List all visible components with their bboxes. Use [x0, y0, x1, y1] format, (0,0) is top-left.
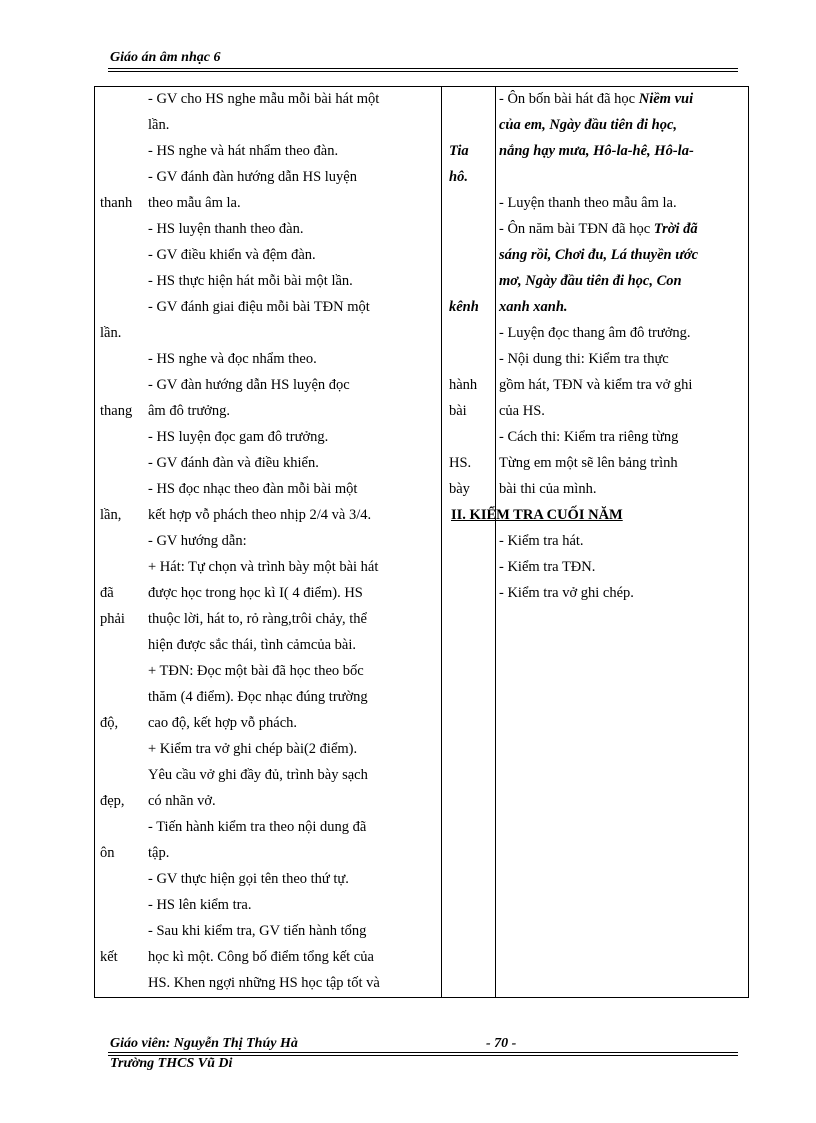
- left-margin-label: lần,: [100, 507, 122, 523]
- text-line: Từng em một sẽ lên bảng trình: [499, 455, 678, 471]
- text-line: - Sau khi kiểm tra, GV tiến hành tổng: [148, 923, 367, 939]
- text-line: - GV đánh đàn và điều khiển.: [148, 455, 319, 471]
- text-line: - Luyện thanh theo mẫu âm la.: [499, 195, 677, 211]
- text-line: - GV cho HS nghe mẫu mỗi bài hát một: [148, 91, 380, 107]
- right-margin-label: bài: [449, 403, 467, 419]
- left-margin-label: thang: [100, 403, 133, 419]
- text-line: thăm (4 điểm). Đọc nhạc đúng trường: [148, 689, 368, 705]
- footer-teacher: Giáo viên: Nguyễn Thị Thúy Hà: [110, 1036, 298, 1051]
- text-line: - HS đọc nhạc theo đàn mỗi bài một: [148, 481, 358, 497]
- text-line: - Kiểm tra hát.: [499, 533, 584, 549]
- page-number: - 70 -: [486, 1036, 517, 1051]
- text-line: học kì một. Công bố điểm tổng kết của: [148, 949, 374, 965]
- text-line: + Hát: Tự chọn và trình bày một bài hát: [148, 559, 379, 575]
- right-margin-label: hô.: [449, 169, 468, 185]
- right-margin-label: bày: [449, 481, 470, 497]
- text-line: - HS nghe và đọc nhẩm theo.: [148, 351, 317, 367]
- text-line: sáng rồi, Chơi đu, Lá thuyền ước: [499, 247, 699, 263]
- left-margin-label: lần.: [100, 325, 122, 341]
- right-column: [443, 86, 747, 996]
- text-line: - GV thực hiện gọi tên theo thứ tự.: [148, 871, 349, 887]
- text-line: của HS.: [499, 403, 545, 419]
- text-line: - Tiến hành kiểm tra theo nội dung đã: [148, 819, 367, 835]
- right-margin-label: HS.: [449, 455, 472, 471]
- text-line: thuộc lời, hát to, rỏ ràng,trôi chảy, thể: [148, 611, 367, 627]
- left-margin-label: đẹp,: [100, 793, 125, 809]
- table-column-divider-1: [441, 86, 442, 998]
- text-line: xanh xanh.: [499, 299, 568, 315]
- text-line: cao độ, kết hợp vỗ phách.: [148, 715, 298, 731]
- text-line: tập.: [148, 845, 170, 861]
- text-line: - HS nghe và hát nhẩm theo đàn.: [148, 143, 339, 159]
- text-line: - HS luyện thanh theo đàn.: [148, 221, 304, 237]
- text-line: - Cách thi: Kiểm tra riêng từng: [499, 429, 679, 445]
- footer-rule-top: [108, 1052, 738, 1053]
- text-line: nắng hạy mưa, Hô-la-hê, Hô-la-: [499, 143, 694, 159]
- text-line: - HS lên kiểm tra.: [148, 897, 252, 913]
- text-line: - Kiểm tra vở ghi chép.: [499, 585, 634, 601]
- text-line: kết hợp vỗ phách theo nhịp 2/4 và 3/4.: [148, 507, 372, 523]
- text-line: - GV hướng dẫn:: [148, 533, 247, 549]
- text-line: - HS luyện đọc gam đô trưởng.: [148, 429, 329, 445]
- left-margin-label: phải: [100, 611, 125, 627]
- text-line: được học trong học kì I( 4 điểm). HS: [148, 585, 363, 601]
- left-margin-label: kết: [100, 949, 118, 965]
- left-column: [96, 86, 441, 996]
- text-line: + TĐN: Đọc một bài đã học theo bốc: [148, 663, 364, 679]
- left-margin-label: ôn: [100, 845, 115, 861]
- text-line: mơ, Ngày đầu tiên đi học, Con: [499, 273, 682, 289]
- text-line: - GV đánh giai điệu mỗi bài TĐN một: [148, 299, 370, 315]
- text-line: của em, Ngày đầu tiên đi học,: [499, 117, 678, 133]
- text-line: + Kiểm tra vở ghi chép bài(2 điểm).: [148, 741, 358, 757]
- text-line: bài thi của mình.: [499, 481, 597, 497]
- header-rule-bottom: [108, 71, 738, 72]
- text-line: - Nội dung thi: Kiểm tra thực: [499, 351, 669, 367]
- text-line: âm đô trưởng.: [148, 403, 230, 419]
- footer-school: Trường THCS Vũ Di: [110, 1056, 233, 1071]
- text-line: lần.: [148, 117, 170, 133]
- text-line: gồm hát, TĐN và kiểm tra vở ghi: [499, 377, 693, 393]
- text-line: - GV điều khiển và đệm đàn.: [148, 247, 316, 263]
- text-line: hiện được sắc thái, tình cảmcủa bài.: [148, 637, 356, 653]
- text-line: có nhãn vở.: [148, 793, 216, 809]
- text-line: - HS thực hiện hát mỗi bài một lần.: [148, 273, 353, 289]
- text-line: theo mẫu âm la.: [148, 195, 241, 211]
- text-line: Yêu cầu vở ghi đầy đủ, trình bày sạch: [148, 767, 368, 783]
- text-line: - Ôn bốn bài hát đã học Niềm vui: [499, 91, 694, 107]
- right-margin-label: kênh: [449, 299, 479, 315]
- left-margin-label: đã: [100, 585, 114, 601]
- text-line: - Luyện đọc thang âm đô trưởng.: [499, 325, 691, 341]
- text-line: - Kiểm tra TĐN.: [499, 559, 596, 575]
- header-rule-top: [108, 68, 738, 69]
- left-margin-label: độ,: [100, 715, 119, 731]
- text-line: - GV đàn hướng dẫn HS luyện đọc: [148, 377, 350, 393]
- text-line: - Ôn năm bài TĐN đã học Trời đã: [499, 221, 698, 237]
- section-heading: II. KIỂM TRA CUỐI NĂM: [451, 507, 623, 523]
- right-margin-label: Tia: [449, 143, 469, 159]
- right-margin-label: hành: [449, 377, 478, 393]
- text-line: - GV đánh đàn hướng dẫn HS luyện: [148, 169, 357, 185]
- document-header-title: Giáo án âm nhạc 6: [110, 50, 221, 65]
- text-line: HS. Khen ngợi những HS học tập tốt và: [148, 975, 380, 991]
- left-margin-label: thanh: [100, 195, 133, 211]
